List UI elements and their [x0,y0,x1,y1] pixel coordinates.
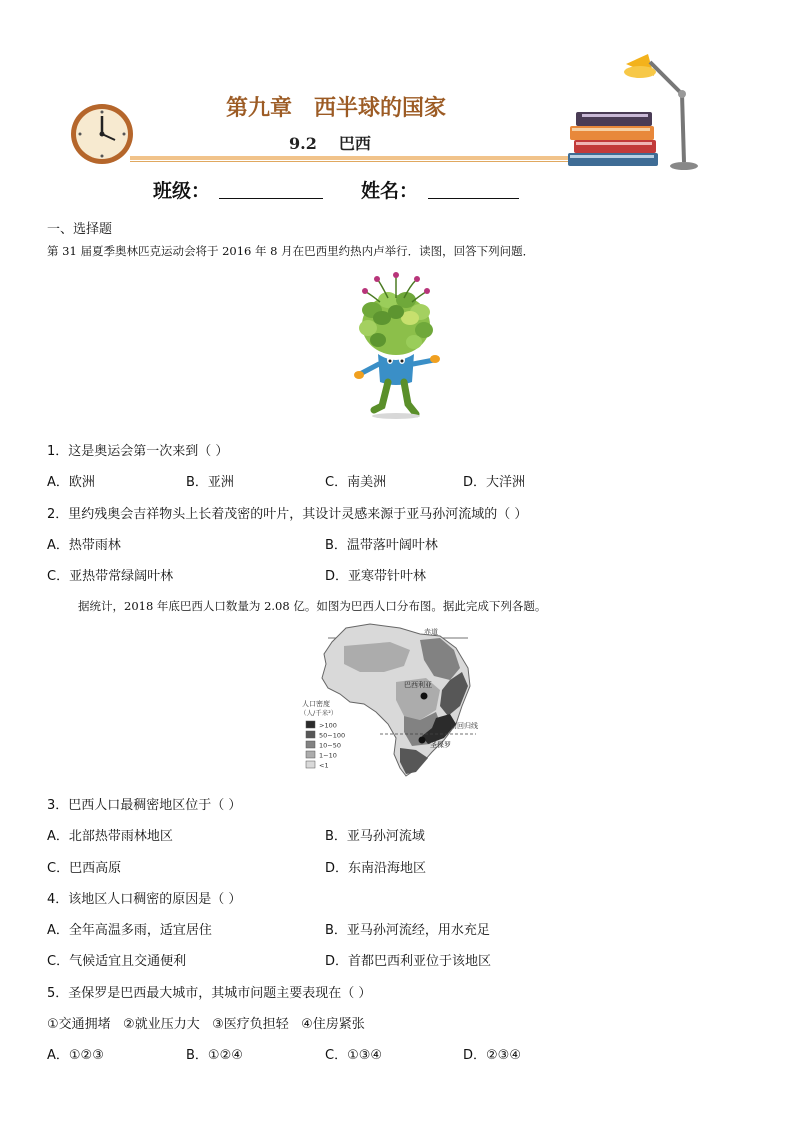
books-lamp-illustration [562,50,702,175]
q1-option-d[interactable]: D．大洋洲 [463,475,526,490]
q4-option-d[interactable]: D．首都巴西利亚位于该地区 [325,954,492,969]
question-3: 3．巴西人口最稠密地区位于（ ） [47,798,242,813]
q1-option-b[interactable]: B．亚洲 [186,475,234,490]
q5-statements: ①交通拥堵 ②就业压力大 ③医疗负担轻 ④住房紧张 [47,1017,365,1032]
legend-swatch [306,721,315,728]
section-number: 9.2 [289,134,317,153]
chapter-number: 第九章 [226,95,293,121]
question-1: 1．这是奥运会第一次来到（ ） [47,444,229,459]
brasilia-label: 巴西利亚 [404,681,432,689]
q5-option-c[interactable]: C．①③④ [325,1048,383,1063]
q3-option-b[interactable]: B．亚马孙河流域 [325,829,425,844]
q3-option-d[interactable]: D．东南沿海地区 [325,861,427,876]
header-rule [130,156,580,160]
question-4: 4．该地区人口稠密的原因是（ ） [47,892,242,907]
q1-option-a[interactable]: A．欧洲 [47,475,95,490]
saopaulo-marker [419,737,426,744]
chapter-title [226,91,446,122]
chapter-name: 西半球的国家 [314,95,447,121]
question-intro-olympics: 第 31 届夏季奥林匹克运动会将于 2016 年 8 月在巴西里约热内卢举行．读图，回答下列问题． [47,244,535,258]
question-intro-population: 据统计，2018 年底巴西人口数量为 2.08 亿。如图为巴西人口分布图。据此完成下列各题。 [78,599,547,613]
tropic-label: 南回归线 [450,722,478,730]
q2-option-a[interactable]: A．热带雨林 [47,538,121,553]
question-2: 2．里约残奥会吉祥物头上长着茂密的叶片，其设计灵感来源于亚马孙河流域的（ ） [47,507,528,522]
q5-option-d[interactable]: D．②③④ [463,1048,521,1063]
section-heading: 一、选择题 [47,222,113,237]
q2-option-b[interactable]: B．温带落叶阔叶林 [325,538,438,553]
class-input-line[interactable] [219,178,323,199]
legend-swatch [306,731,315,738]
legend-swatch [306,751,315,758]
brasilia-marker [421,693,428,700]
header-rule-thin [130,161,580,162]
legend-label: 50~100 [319,731,346,740]
section-name: 巴西 [338,134,371,153]
question-5: 5．圣保罗是巴西最大城市，其城市问题主要表现在（ ） [47,986,372,1001]
legend-label: >100 [319,721,337,730]
q5-option-b[interactable]: B．①②④ [186,1048,243,1063]
q4-option-a[interactable]: A．全年高温多雨，适宜居住 [47,923,212,938]
q4-option-b[interactable]: B．亚马孙河流经，用水充足 [325,923,490,938]
section-title [289,131,371,154]
mascot-illustration [352,270,440,420]
legend-swatch [306,761,315,768]
legend-label: 10~50 [319,741,341,750]
legend-unit: （人/千米²） [300,709,338,717]
legend-swatch [306,741,315,748]
q4-option-c[interactable]: C．气候适宜且交通便利 [47,954,187,969]
brazil-population-map [300,620,500,778]
q1-option-c[interactable]: C．南美洲 [325,475,387,490]
legend-label: <1 [319,761,329,770]
legend-label: 1~10 [319,751,337,760]
name-input-line[interactable] [428,178,519,199]
saopaulo-label: 圣保罗 [430,741,451,749]
legend-title: 人口密度 [302,700,330,708]
q5-option-a[interactable]: A．①②③ [47,1048,104,1063]
q3-option-c[interactable]: C．巴西高原 [47,861,122,876]
q2-option-c[interactable]: C．亚热带常绿阔叶林 [47,569,174,584]
class-label: 班级： [153,180,211,202]
q3-option-a[interactable]: A．北部热带雨林地区 [47,829,173,844]
name-label: 姓名： [361,180,419,202]
clock-illustration [68,100,136,166]
equator-label: 赤道 [424,628,438,636]
q2-option-d[interactable]: D．亚寒带针叶林 [325,569,427,584]
